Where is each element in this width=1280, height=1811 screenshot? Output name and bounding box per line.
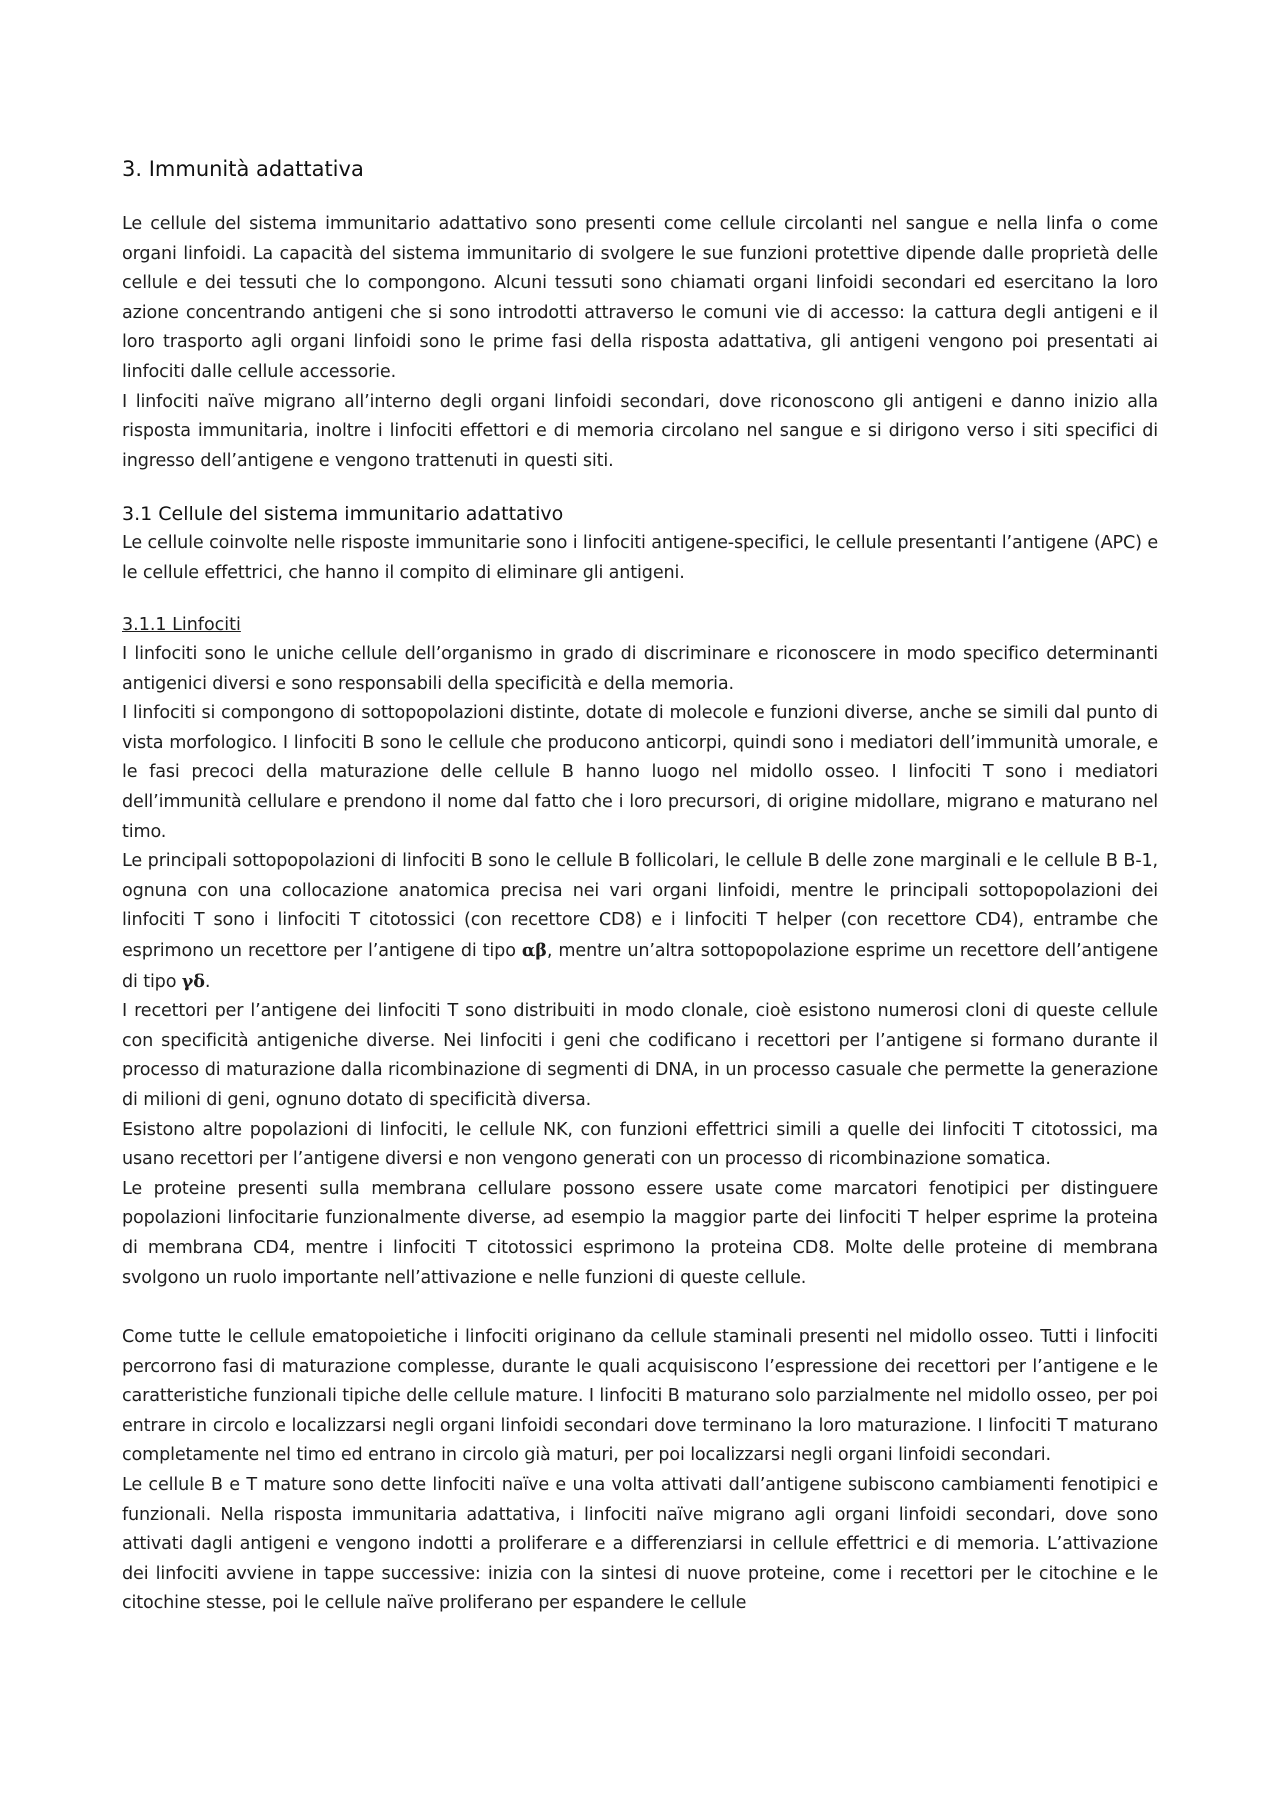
paragraph-cellule-mature: Le cellule B e T mature sono dette linfociti naïve e una volta attivati dall’antigene subiscono cambiamenti fenotipici e funzionali. Nella risposta immunitaria adattativa, i linfociti naïve migrano agli organi linfoidi secondari, dove sono attivati dagli antigeni e vengono indotti a proliferare e a differenziarsi in cellule effettrici e di memoria. L’attivazione dei linfociti avviene in tappe successive: inizia con la sintesi di nuove proteine, come i recettori per le citochine e le citochine stesse, poi le cellule naïve proliferano per espandere le cellule: [122, 1475, 1158, 1614]
document-page: [122, 154, 1158, 1619]
paragraph-linfociti-naive: I linfociti naïve migrano all’interno degli organi linfoidi secondari, dove riconoscono gli antigeni e danno inizio alla risposta immunitaria, inoltre i linfociti effettori e di memoria circolano nel sangue e si dirigono verso i siti specifici di ingresso dell’antigene e vengono trattenuti in questi siti.: [122, 391, 1158, 471]
subsection-title-linfociti: 3.1.1 Linfociti: [122, 614, 241, 635]
paragraph-linfociti-uniche: I linfociti sono le uniche cellule dell’organismo in grado di discriminare e riconoscere in modo specifico determinanti antigenici diversi e sono responsabili della specificità e della memoria.: [122, 644, 1158, 694]
paragraph-sottopopolazioni: I linfociti si compongono di sottopopolazioni distinte, dotate di molecole e funzioni diverse, anche se simili dal punto di vista morfologico. I linfociti B sono le cellule che producono anticorpi, quindi sono i mediatori dell’immunità umorale, e le fasi precoci della maturazione delle cellule B hanno luogo nel midollo osseo. I linfociti T sono i mediatori dell’immunità cellulare e prendono il nome dal fatto che i loro precursori, di origine midollare, migrano e maturano nel timo.: [122, 703, 1158, 842]
paragraph-sottopopolazioni-bt: [122, 847, 1158, 997]
paragraph-recettori-clonali: I recettori per l’antigene dei linfociti T sono distribuiti in modo clonale, cioè esistono numerosi cloni di queste cellule con specificità antigeniche diverse. Nei linfociti i geni che codificano i recettori per l’antigene si formano durante il processo di maturazione dalla ricombinazione di segmenti di DNA, in un processo casuale che permette la generazione di milioni di geni, ognuno dotato di specificità diversa.: [122, 1001, 1158, 1110]
text-fragment: Le principali sottopopolazioni di linfociti B sono le cellule B follicolari, le cellule B delle zone marginali e le cellule B B-1, ognuna con una collocazione anatomica precisa nei vari organi linfoidi, mentre le principali sottopopolazioni dei linfociti T sono i linfociti T citotossici (con recettore CD8) e i linfociti T helper (con recettore CD4), entrambe che esprimono un recettore per l’antigene di tipo: [122, 851, 1158, 961]
paragraph-marcatori: Le proteine presenti sulla membrana cellulare possono essere usate come marcatori fenotipici per distinguere popolazioni linfocitarie funzionalmente diverse, ad esempio la maggior parte dei linfociti T helper esprime la proteina di membrana CD4, mentre i linfociti T citotossici esprimono la proteina CD8. Molte delle proteine di membrana svolgono un ruolo importante nell’attivazione e nelle funzioni di queste cellule.: [122, 1178, 1158, 1288]
paragraph-ematopoietiche: Come tutte le cellule ematopoietiche i linfociti originano da cellule staminali presenti nel midollo osseo. Tutti i linfociti percorrono fasi di maturazione complesse, durante le quali acquisiscono l’espressione dei recettori per l’antigene e le caratteristiche funzionali tipiche delle cellule mature. I linfociti B maturano solo parzialmente nel midollo osseo, per poi entrare in circolo e localizzarsi negli organi linfoidi secondari dove terminano la loro maturazione. I linfociti T maturano completamente nel timo ed entrano in circolo già maturi, per poi localizzarsi negli organi linfoidi secondari.: [122, 1327, 1158, 1466]
text-fragment: .: [204, 971, 211, 992]
text-fragment: , mentre un’altra sottopopolazione esprime un recettore dell’antigene di tipo: [122, 940, 1158, 992]
paragraph-cellule-coinvolte: Le cellule coinvolte nelle risposte immunitarie sono i linfociti antigene-specifici, le cellule presentanti l’antigene (APC) e le cellule effettrici, che hanno il compito di eliminare gli antigeni.: [122, 533, 1158, 583]
paragraph-intro: Le cellule del sistema immunitario adattativo sono presenti come cellule circolanti nel sangue e nella linfa o come organi linfoidi. La capacità del sistema immunitario di svolgere le sue funzioni protettive dipende dalle proprietà delle cellule e dei tessuti che lo compongono. Alcuni tessuti sono chiamati organi linfoidi secondari ed esercitano la loro azione concentrando antigeni che si sono introdotti attraverso le comuni vie di accesso: la cattura degli antigeni e il loro trasporto agli organi linfoidi sono le prime fasi della risposta adattativa, gli antigeni vengono poi presentati ai linfociti dalle cellule accessorie.: [122, 214, 1158, 382]
paragraph-cellule-nk: Esistono altre popolazioni di linfociti, le cellule NK, con funzioni effettrici simili a quelle dei linfociti T citotossici, ma usano recettori per l’antigene diversi e non vengono generati con un processo di ricombinazione somatica.: [122, 1119, 1158, 1170]
greek-gamma-delta: γδ: [181, 970, 205, 992]
section-title-cellule-sistema: 3.1 Cellule del sistema immunitario adattativo: [122, 503, 564, 526]
paragraph-gap: [122, 1293, 1158, 1323]
section-title-immunita-adattativa: 3. Immunità adattativa: [122, 157, 364, 181]
greek-alpha-beta: αβ: [521, 939, 547, 961]
